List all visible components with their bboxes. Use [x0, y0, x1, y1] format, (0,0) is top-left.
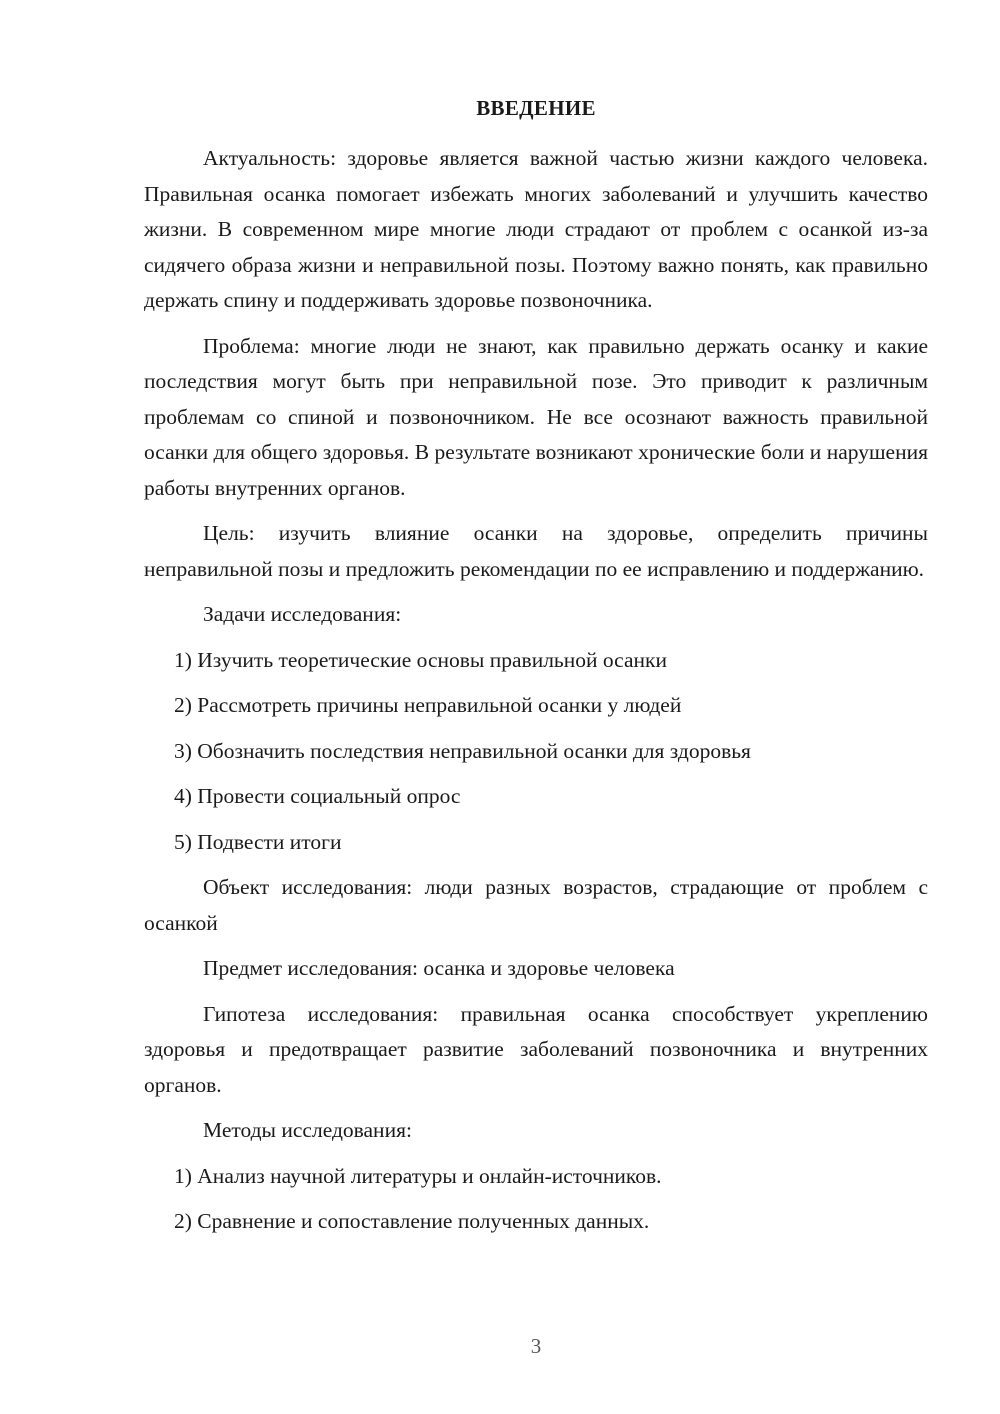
paragraph-goal: Цель: изучить влияние осанки на здоровье, определить причины неправильной позы и предложить рекомендации по ее исправлению и поддержанию. — [144, 521, 928, 581]
list-item-method-2: 2) Сравнение и сопоставление полученных данных. — [174, 1209, 650, 1233]
list-item-method-1: 1) Анализ научной литературы и онлайн-источников. — [174, 1163, 662, 1188]
paragraph-object: Объект исследования: люди разных возрастов, страдающие от проблем с осанкой — [144, 875, 928, 935]
page-title: ВВЕДЕНИЕ — [476, 96, 596, 120]
list-item-task-3: 3) Обозначить последствия неправильной осанки для здоровья — [174, 738, 751, 763]
list-item-task-4: 4) Провести социальный опрос — [174, 784, 461, 808]
paragraph-relevance: Актуальность: здоровье является важной частью жизни каждого человека. Правильная осанка помогает избежать многих заболеваний и улучшить качество жизни. В современном мире многие люди страдают от проблем с осанкой из-за сидячего образа жизни и неправильной позы. Поэтому важно понять, как правильно держать спину и поддерживать здоровье позвоночника. — [144, 146, 928, 312]
page-number: 3 — [530, 1334, 542, 1358]
list-item-task-2: 2) Рассмотреть причины неправильной осанки у людей — [174, 693, 682, 717]
paragraph-subject: Предмет исследования: осанка и здоровье человека — [203, 956, 675, 980]
methods-heading: Методы исследования: — [203, 1118, 412, 1142]
paragraph-hypothesis: Гипотеза исследования: правильная осанка способствует укреплению здоровья и предотвращает развитие заболеваний позвоночника и внутренних органов. — [144, 1001, 928, 1097]
list-item-task-1: 1) Изучить теоретические основы правильной осанки — [174, 647, 667, 672]
list-item-task-5: 5) Подвести итоги — [174, 829, 342, 854]
tasks-heading: Задачи исследования: — [203, 602, 402, 626]
document-body — [144, 141, 928, 1240]
paragraph-problem: Проблема: многие люди не знают, как правильно держать осанку и какие последствия могут быть при неправильной позе. Это приводит к различным проблемам со спиной и позвоночником. Не все осознают важность правильной осанки для общего здоровья. В результате возникают хронические боли и нарушения работы внутренних органов. — [144, 333, 928, 500]
